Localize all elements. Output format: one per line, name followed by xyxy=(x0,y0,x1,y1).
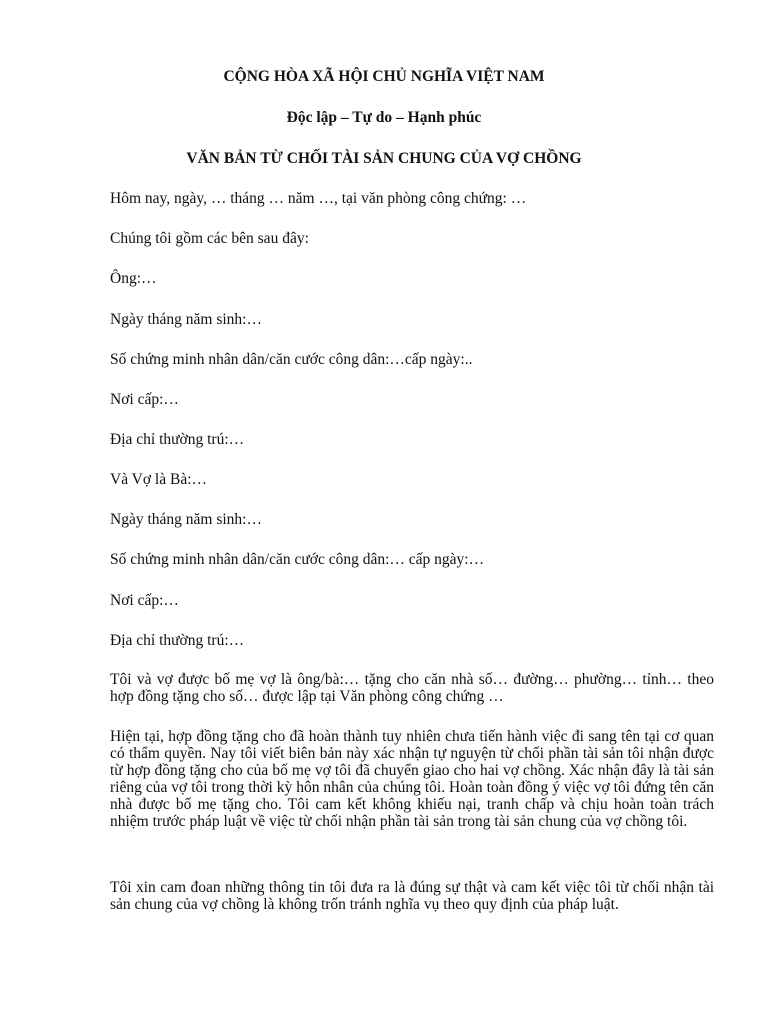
wife-birthdate-line: Ngày tháng năm sinh:… xyxy=(110,511,262,528)
wife-id-line: Số chứng minh nhân dân/căn cước công dân:… cấp ngày:… xyxy=(110,551,485,568)
wife-name-line: Và Vợ là Bà:… xyxy=(110,471,208,488)
wife-address-line: Địa chỉ thường trú:… xyxy=(110,632,245,649)
gift-paragraph: Tôi và vợ được bố mẹ vợ là ông/bà:… tặng cho căn nhà số… đường… phường… tỉnh… theo hợp đồng tặng cho số… được lập tại Văn phòng công chứng … xyxy=(110,671,714,706)
header-motto: Độc lập – Tự do – Hạnh phúc xyxy=(286,109,482,126)
refusal-paragraph: Hiện tại, hợp đồng tặng cho đã hoàn thành tuy nhiên chưa tiến hành việc đi sang tên tại cơ quan có thẩm quyền. Nay tôi viết biên bản này xác nhận tự nguyện từ chối phần tài sản tôi nhận được từ hợp đồng tặng cho của bố mẹ vợ tôi đã chuyển giao cho hai vợ chồng. Xác nhận đây là tài sản riêng của vợ tôi trong thời kỳ hôn nhân của chúng tôi. Hoàn toàn đồng ý việc vợ tôi đứng tên căn nhà được bố mẹ tặng cho. Tôi cam kết không khiếu nại, tranh chấp và chịu hoàn toàn trách nhiệm trước pháp luật về việc từ chối nhận phần tài sản trong tài sản chung của vợ chồng tôi. xyxy=(110,728,714,831)
husband-id-line: Số chứng minh nhân dân/căn cước công dân:…cấp ngày:.. xyxy=(110,351,473,368)
husband-name-line: Ông:… xyxy=(110,270,157,287)
wife-id-place-line: Nơi cấp:… xyxy=(110,592,179,609)
husband-id-place-line: Nơi cấp:… xyxy=(110,391,179,408)
document-title: VĂN BẢN TỪ CHỐI TÀI SẢN CHUNG CỦA VỢ CHỒNG xyxy=(186,150,582,167)
husband-birthdate-line: Ngày tháng năm sinh:… xyxy=(110,311,262,328)
commitment-paragraph: Tôi xin cam đoan những thông tin tôi đưa ra là đúng sự thật và cam kết việc tôi từ chối nhận tài sản chung của vợ chồng là không trốn tránh nghĩa vụ theo quy định của pháp luật. xyxy=(110,879,714,914)
husband-address-line: Địa chỉ thường trú:… xyxy=(110,431,245,448)
date-place-line: Hôm nay, ngày, … tháng … năm …, tại văn phòng công chứng: … xyxy=(110,190,527,207)
header-country: CỘNG HÒA XÃ HỘI CHỦ NGHĨA VIỆT NAM xyxy=(223,68,545,85)
parties-intro-line: Chúng tôi gồm các bên sau đây: xyxy=(110,230,309,247)
